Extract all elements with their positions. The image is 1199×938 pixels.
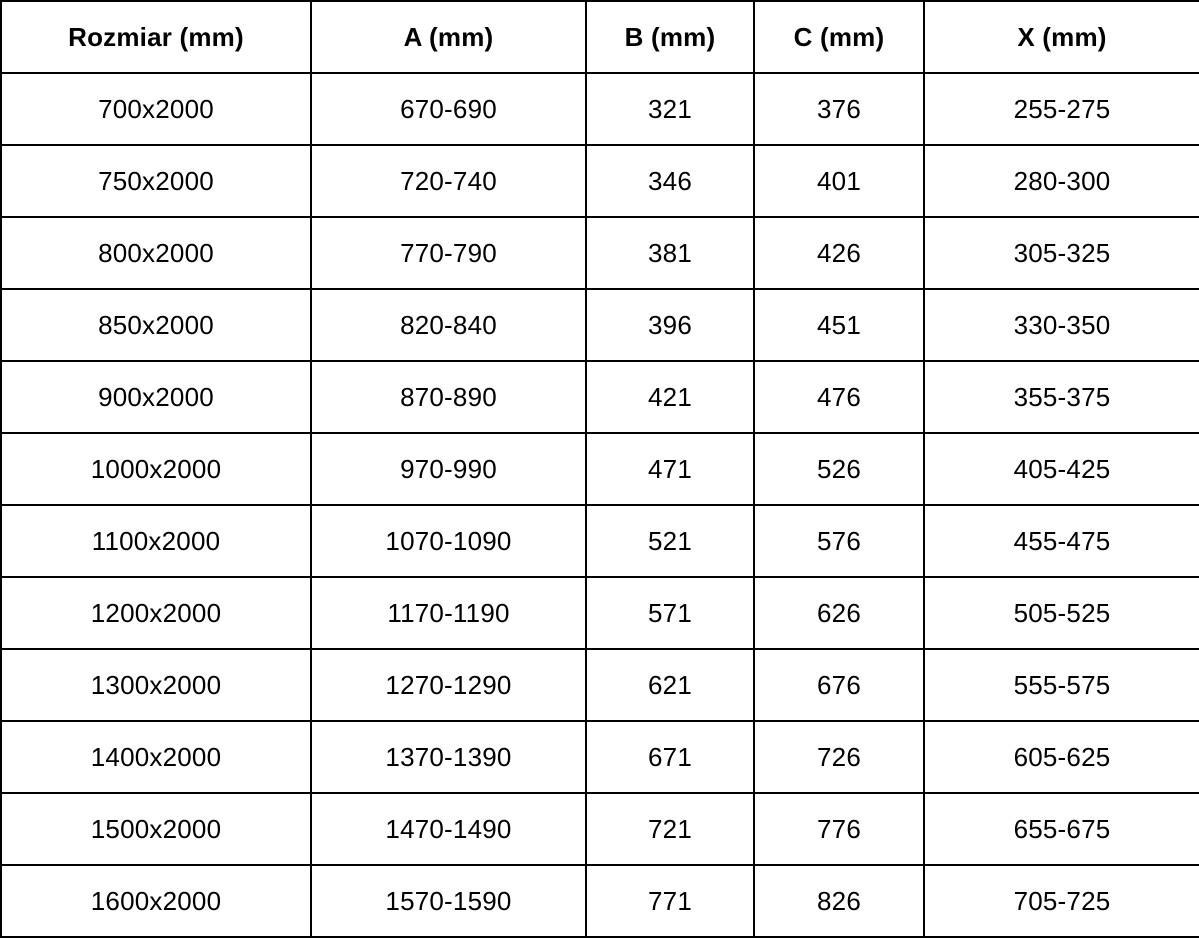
table-cell: 626 [754, 577, 924, 649]
table-cell: 700x2000 [1, 73, 311, 145]
table-header [1, 1, 1199, 73]
table-cell: 800x2000 [1, 217, 311, 289]
table-cell: 750x2000 [1, 145, 311, 217]
table-cell: 1000x2000 [1, 433, 311, 505]
table-row [1, 721, 1199, 793]
table-cell: 521 [586, 505, 754, 577]
column-header-rozmiar: Rozmiar (mm) [1, 1, 311, 73]
table-row [1, 73, 1199, 145]
table-row [1, 217, 1199, 289]
table-cell: 526 [754, 433, 924, 505]
table-cell: 771 [586, 865, 754, 937]
table-cell: 305-325 [924, 217, 1199, 289]
table-cell: 280-300 [924, 145, 1199, 217]
table-cell: 900x2000 [1, 361, 311, 433]
table-cell: 555-575 [924, 649, 1199, 721]
table-cell: 355-375 [924, 361, 1199, 433]
table-cell: 1500x2000 [1, 793, 311, 865]
table-row [1, 145, 1199, 217]
table-cell: 455-475 [924, 505, 1199, 577]
table-cell: 421 [586, 361, 754, 433]
table-cell: 826 [754, 865, 924, 937]
table-cell: 1370-1390 [311, 721, 586, 793]
table-cell: 1300x2000 [1, 649, 311, 721]
table-cell: 605-625 [924, 721, 1199, 793]
table-cell: 1070-1090 [311, 505, 586, 577]
table-cell: 621 [586, 649, 754, 721]
table-cell: 850x2000 [1, 289, 311, 361]
table-cell: 426 [754, 217, 924, 289]
table-cell: 721 [586, 793, 754, 865]
table-cell: 571 [586, 577, 754, 649]
table-cell: 676 [754, 649, 924, 721]
table-cell: 726 [754, 721, 924, 793]
table-cell: 1570-1590 [311, 865, 586, 937]
table-cell: 405-425 [924, 433, 1199, 505]
column-header-b: B (mm) [586, 1, 754, 73]
table-cell: 776 [754, 793, 924, 865]
table-row [1, 649, 1199, 721]
table-row [1, 865, 1199, 937]
table-cell: 720-740 [311, 145, 586, 217]
table-cell: 396 [586, 289, 754, 361]
column-header-a: A (mm) [311, 1, 586, 73]
column-header-x: X (mm) [924, 1, 1199, 73]
table-cell: 705-725 [924, 865, 1199, 937]
table-header-row [1, 1, 1199, 73]
table-cell: 576 [754, 505, 924, 577]
table-cell: 1100x2000 [1, 505, 311, 577]
table-cell: 970-990 [311, 433, 586, 505]
table-cell: 1470-1490 [311, 793, 586, 865]
table-cell: 1270-1290 [311, 649, 586, 721]
table-cell: 346 [586, 145, 754, 217]
table-cell: 376 [754, 73, 924, 145]
table-cell: 1170-1190 [311, 577, 586, 649]
table-cell: 770-790 [311, 217, 586, 289]
table-row [1, 505, 1199, 577]
table-cell: 1600x2000 [1, 865, 311, 937]
table-row [1, 361, 1199, 433]
table-cell: 471 [586, 433, 754, 505]
table-cell: 330-350 [924, 289, 1199, 361]
table-row [1, 793, 1199, 865]
table-cell: 476 [754, 361, 924, 433]
table-cell: 321 [586, 73, 754, 145]
table-cell: 505-525 [924, 577, 1199, 649]
table-cell: 870-890 [311, 361, 586, 433]
table-cell: 655-675 [924, 793, 1199, 865]
table-row [1, 577, 1199, 649]
table-cell: 1400x2000 [1, 721, 311, 793]
table-cell: 255-275 [924, 73, 1199, 145]
table-row [1, 433, 1199, 505]
table-cell: 381 [586, 217, 754, 289]
table-cell: 820-840 [311, 289, 586, 361]
table-cell: 1200x2000 [1, 577, 311, 649]
table-cell: 670-690 [311, 73, 586, 145]
table-body [1, 73, 1199, 937]
table-cell: 671 [586, 721, 754, 793]
table-cell: 451 [754, 289, 924, 361]
table-row [1, 289, 1199, 361]
column-header-c: C (mm) [754, 1, 924, 73]
table-cell: 401 [754, 145, 924, 217]
